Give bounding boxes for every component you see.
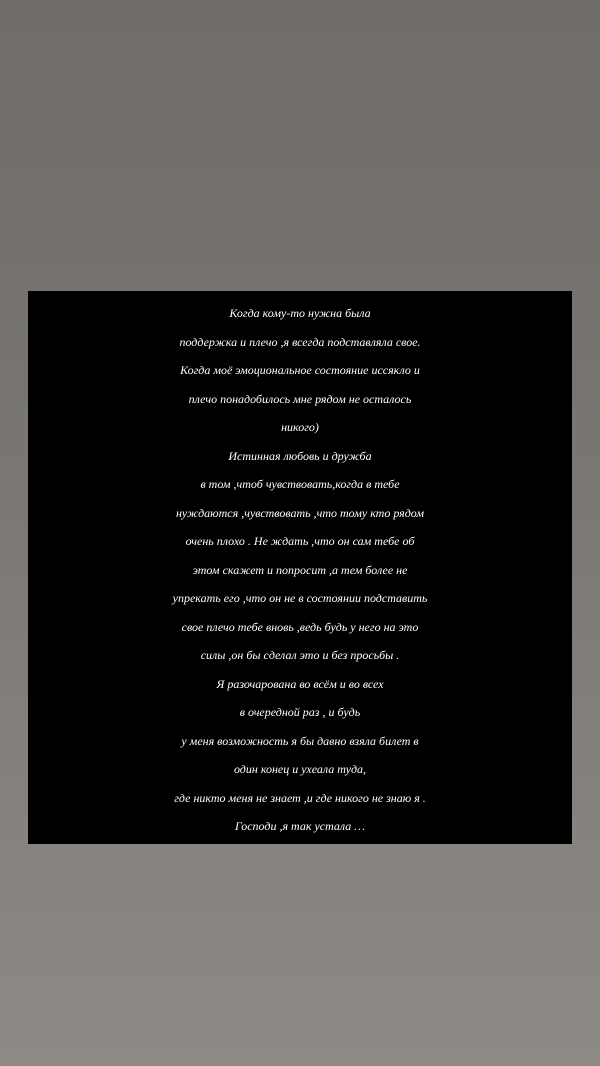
story-line-8: нуждаются ,чувствовать ,что тому кто рядом xyxy=(175,505,425,520)
story-line-18: где никто меня не знает ,и где никого не знаю я . xyxy=(174,790,426,805)
story-line-9: очень плохо . Не ждать ,что он сам тебе об xyxy=(185,534,415,548)
story-line-6: Истинная любовь и дружба xyxy=(228,448,372,463)
story-line-5: никого) xyxy=(281,420,319,434)
story-line-4: плечо понадобилось мне рядом не осталось xyxy=(188,391,412,406)
story-line-10: этом скажет и попросит ,а тем более не xyxy=(192,562,408,577)
story-line-12: свое плечо тебе вновь ,ведь будь у него на это xyxy=(181,619,419,634)
story-line-11: упрекать его ,что он не в состоянии подставить xyxy=(172,591,428,605)
story-line-14: Я разочарована во всём и во всех xyxy=(216,676,384,691)
story-line-15: в очередной раз , и будь xyxy=(239,705,361,719)
story-line-1: Когда кому-то нужна была xyxy=(229,306,371,320)
story-line-17: один конец и ухеала туда, xyxy=(233,762,367,776)
story-text-box xyxy=(28,291,572,844)
story-line-19: Господи ,я так устала … xyxy=(235,819,365,833)
story-line-2: поддержка и плечо ,я всегда подставляла свое. xyxy=(179,334,421,349)
story-line-16: у меня возможность я бы давно взяла билет в xyxy=(181,733,419,748)
story-line-7: в том ,чтоб чувствовать,когда в тебе xyxy=(200,477,400,491)
story-line-13: силы ,он бы сделал это и без просьбы . xyxy=(200,648,400,662)
story-line-3: Когда моё эмоциональное состояние иссякло и xyxy=(180,363,420,377)
